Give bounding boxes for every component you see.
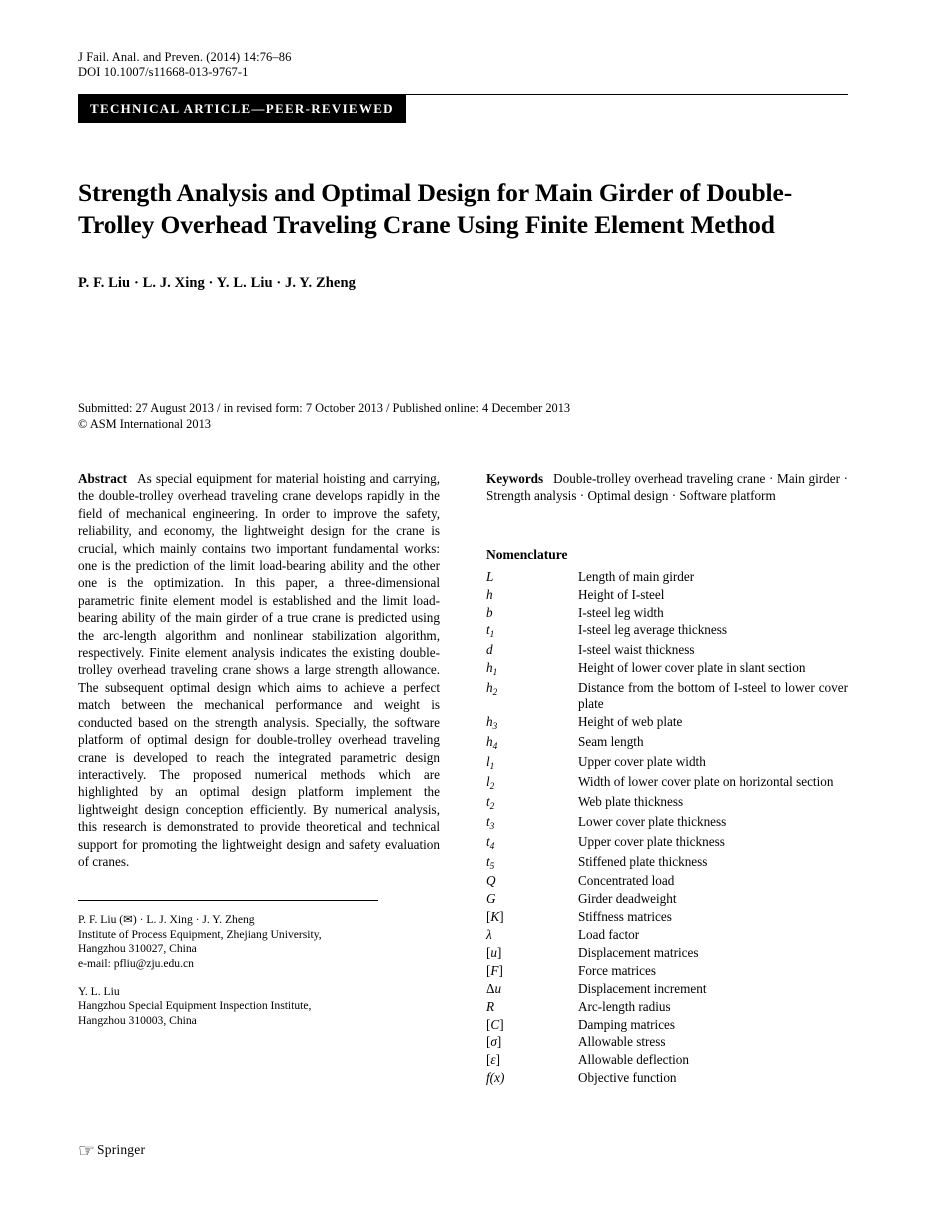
nomenclature-symbol: $h_4$ [486, 734, 498, 753]
nomenclature-symbol: $l_2$ [486, 774, 495, 793]
nomenclature-desc: Height of web plate [578, 714, 683, 730]
nomenclature-symbol: $t_5$ [486, 853, 495, 872]
table-row [486, 814, 848, 834]
nomenclature-desc: Load factor [578, 927, 640, 943]
status-badge: TECHNICAL ARTICLE—PEER-REVIEWED [78, 95, 406, 123]
nomenclature-symbol: $l_1$ [486, 754, 495, 773]
table-row [486, 714, 848, 734]
table-row [486, 854, 848, 874]
nomenclature-desc: Length of main girder [578, 568, 695, 584]
correspondence-city-2: Hangzhou 310003, China [78, 1013, 197, 1027]
nomenclature-symbol: $t_2$ [486, 793, 495, 812]
nomenclature-symbol: d [486, 642, 493, 658]
nomenclature-desc: Force matrices [578, 962, 656, 978]
nomenclature-desc: Allowable stress [578, 1034, 666, 1050]
abstract-block [78, 470, 440, 870]
correspondence-authors-2: Y. L. Liu [78, 984, 120, 998]
nomenclature-desc: Web plate thickness [578, 793, 684, 809]
table-row [486, 660, 848, 680]
copyright-line: © ASM International 2013 [78, 417, 211, 431]
table-row [486, 945, 848, 963]
keywords-label: Keywords [486, 471, 544, 486]
nomenclature-desc: Height of lower cover plate in slant section [578, 660, 806, 676]
page-footer [78, 1140, 145, 1163]
table-row [486, 1034, 848, 1052]
table-row [486, 605, 848, 623]
page-content [78, 50, 848, 1088]
table-row [486, 981, 848, 999]
table-row [486, 834, 848, 854]
nomenclature-desc: Height of I-steel [578, 586, 665, 602]
table-row [486, 963, 848, 981]
nomenclature-desc: Upper cover plate thickness [578, 833, 725, 849]
correspondence-institute-2: Hangzhou Special Equipment Inspection Institute, [78, 999, 312, 1013]
nomenclature-symbol: b [486, 604, 493, 620]
page-title: Strength Analysis and Optimal Design for Main Girder of Double-Trolley Overhead Traveling Crane Using Finite Element Method [78, 178, 793, 239]
nomenclature-symbol: G [486, 891, 496, 907]
table-row [486, 794, 848, 814]
table-row [486, 754, 848, 774]
nomenclature-desc: Width of lower cover plate on horizontal section [578, 774, 834, 790]
correspondence-institute-1: Institute of Process Equipment, Zhejiang University, [78, 927, 322, 941]
nomenclature-symbol: $h_2$ [486, 680, 498, 699]
table-row [486, 622, 848, 642]
table-row [486, 569, 848, 587]
nomenclature-desc: Damping matrices [578, 1016, 676, 1032]
nomenclature-heading: Nomenclature [486, 546, 568, 562]
nomenclature-symbol: [F] [486, 962, 503, 978]
table-row [486, 1070, 848, 1088]
nomenclature-symbol: [ε] [486, 1052, 501, 1068]
correspondence-block-2 [78, 985, 440, 1028]
author-list: P. F. Liu · L. J. Xing · Y. L. Liu · J. Y. Zheng [78, 275, 356, 291]
nomenclature-desc: Distance from the bottom of I-steel to lower cover plate [578, 680, 848, 712]
table-row [486, 1052, 848, 1070]
nomenclature-desc: Objective function [578, 1070, 677, 1086]
article-type-badge-wrap [78, 95, 848, 125]
nomenclature-symbol: h [486, 586, 493, 602]
nomenclature-desc: I-steel leg width [578, 604, 664, 620]
nomenclature-symbol: [K] [486, 909, 504, 925]
table-row [486, 891, 848, 909]
table-row [486, 927, 848, 945]
nomenclature-symbol: Δu [486, 980, 502, 996]
table-row [486, 587, 848, 605]
table-row [486, 909, 848, 927]
submission-dates: Submitted: 27 August 2013 / in revised form: 7 October 2013 / Published online: 4 December 2013 [78, 401, 571, 415]
correspondence-city-1: Hangzhou 310027, China [78, 942, 197, 956]
publisher-name: Springer [97, 1142, 146, 1157]
nomenclature-symbol: [C] [486, 1016, 504, 1032]
nomenclature-desc: Stiffened plate thickness [578, 853, 708, 869]
nomenclature-symbol: L [486, 568, 494, 584]
nomenclature-table [486, 569, 848, 1088]
nomenclature-desc: Lower cover plate thickness [578, 813, 727, 829]
table-row [486, 873, 848, 891]
nomenclature-symbol: $h_3$ [486, 714, 498, 733]
correspondence-email-1[interactable]: e-mail: pfliu@zju.edu.cn [78, 956, 194, 970]
nomenclature-symbol: Q [486, 873, 496, 889]
abstract-label: Abstract [78, 471, 128, 486]
affiliation-divider [78, 900, 378, 901]
nomenclature-desc: Concentrated load [578, 873, 675, 889]
correspondence-block-1 [78, 913, 440, 971]
right-column [486, 470, 848, 1088]
nomenclature-desc: Allowable deflection [578, 1052, 689, 1068]
nomenclature-desc: I-steel leg average thickness [578, 622, 728, 638]
two-column-body [78, 470, 848, 1088]
journal-citation: J Fail. Anal. and Preven. (2014) 14:76–86 [78, 50, 292, 64]
nomenclature-desc: Girder deadweight [578, 891, 677, 907]
nomenclature-symbol: [σ] [486, 1034, 502, 1050]
springer-logo-icon: ☞ [78, 1141, 96, 1162]
table-row [486, 999, 848, 1017]
doi-line: DOI 10.1007/s11668-013-9767-1 [78, 65, 249, 79]
nomenclature-symbol: $h_1$ [486, 660, 498, 679]
nomenclature-desc: Arc-length radius [578, 998, 671, 1014]
nomenclature-symbol: R [486, 998, 495, 1014]
nomenclature-desc: Stiffness matrices [578, 909, 672, 925]
nomenclature-symbol: λ [486, 927, 492, 943]
nomenclature-desc: Seam length [578, 734, 644, 750]
keywords-block [486, 470, 848, 505]
nomenclature-desc: Displacement matrices [578, 945, 699, 961]
nomenclature-table-body [486, 569, 848, 1088]
nomenclature-desc: Upper cover plate width [578, 754, 706, 770]
correspondence-authors-1: P. F. Liu (✉) · L. J. Xing · J. Y. Zheng [78, 913, 255, 927]
nomenclature-symbol: [u] [486, 945, 502, 961]
nomenclature-symbol: $t_4$ [486, 833, 495, 852]
nomenclature-symbol: f(x) [486, 1070, 505, 1086]
table-row [486, 734, 848, 754]
nomenclature-desc: Displacement increment [578, 980, 707, 996]
abstract-text: As special equipment for material hoisting and carrying, the double-trolley overhead traveling crane develops rapidly in the field of mechanical engineering. In order to improve the safety, reliability, and economy, the lightweight design for the crane is crucial, which mainly contains two important fundamental works: one is the prediction of the limit load-bearing ability and the other one is the optimization. In this paper, a three-dimensional parametric finite element model is established and the limit load-bearing ability of the main girder of a true crane is predicted using the arc-length algorithm and nonlinear stabilization algorithm, respectively. Finite element analysis indicates the existing double-trolley overhead traveling crane shows a large strength allowance. The subsequent optimal design which aims to achieve a perfect match between the mechanical performance and weight is conducted based on the strength analysis. Specially, the software platform of optimal design for double-trolley overhead traveling crane is developed to reach the integrated parametric design interactively. The proposed numerical methods which are highlighted by an optimal design platform implement the lightweight design conception efficiently. By numerical analysis, this research is demonstrated to provide theoretical and technical support for promoting the lightweight design and safety evaluation of cranes. [78, 471, 440, 869]
table-row [486, 774, 848, 794]
keywords-text: Double-trolley overhead traveling crane · Main girder · Strength analysis · Optimal design · Software platform [486, 471, 848, 504]
nomenclature-symbol: $t_3$ [486, 813, 495, 832]
table-row [486, 680, 848, 714]
nomenclature-desc: I-steel waist thickness [578, 642, 695, 658]
table-row [486, 642, 848, 660]
nomenclature-symbol: $t_1$ [486, 622, 495, 641]
table-row [486, 1017, 848, 1035]
left-column [78, 470, 440, 1088]
